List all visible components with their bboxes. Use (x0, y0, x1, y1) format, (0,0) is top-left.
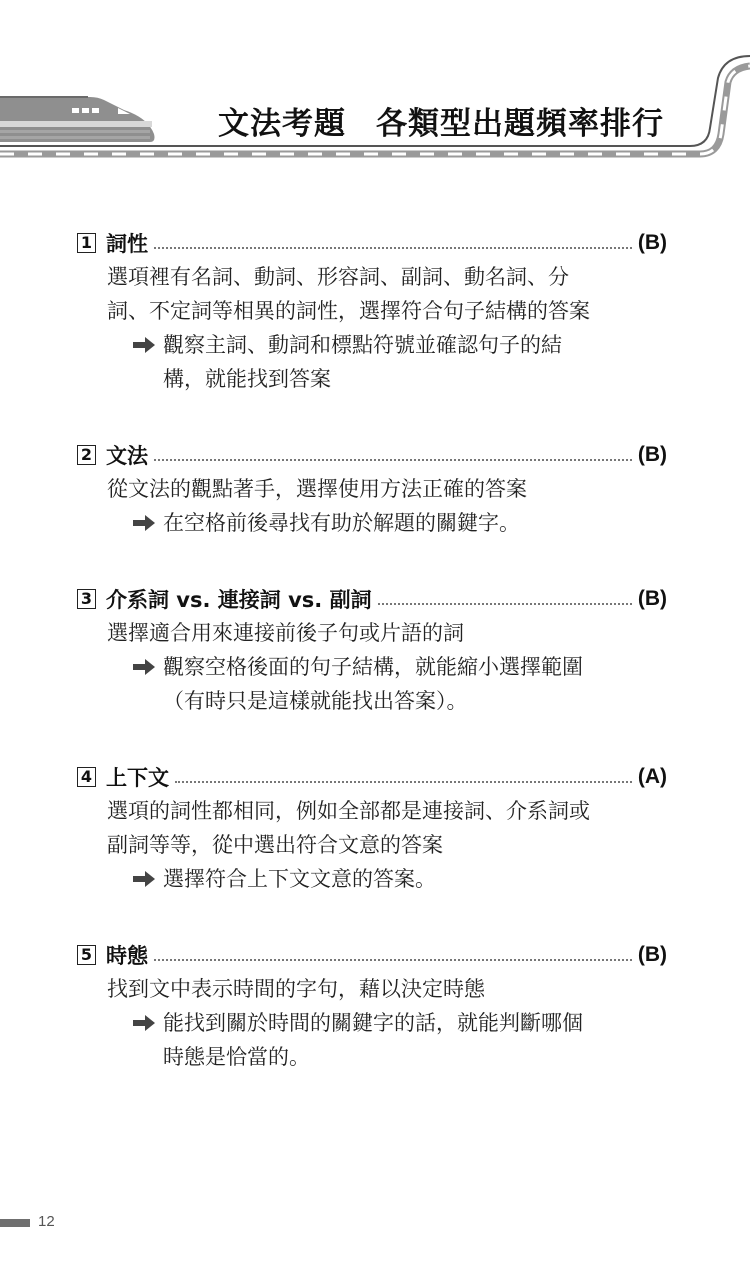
tip-line: 觀察主詞、動詞和標點符號並確認句子的結 (163, 333, 562, 357)
arrow-right-icon (133, 337, 155, 353)
item-number: 4 (77, 767, 96, 787)
item-title: 詞性 (106, 232, 148, 256)
page-number: 12 (38, 1213, 55, 1230)
item-heading (77, 438, 667, 472)
item-tip (133, 650, 667, 718)
item-title: 上下文 (106, 766, 169, 790)
tip-line: 構，就能找到答案 (163, 367, 331, 391)
tip-line: 在空格前後尋找有助於解題的關鍵字。 (163, 511, 520, 535)
dot-leader (378, 603, 632, 605)
arrow-right-icon (133, 659, 155, 675)
ranking-item-4 (77, 760, 667, 896)
dot-leader (154, 959, 632, 961)
title-left: 文法考題 (218, 106, 346, 142)
description-line: 選項裡有名詞、動詞、形容詞、副詞、動名詞、分 (107, 265, 569, 289)
page-header (0, 0, 750, 180)
item-number: 5 (77, 945, 96, 965)
description-line: 選擇適合用來連接前後子句或片語的詞 (107, 621, 464, 645)
item-tip (133, 862, 667, 896)
description-line: 找到文中表示時間的字句，藉以決定時態 (107, 977, 485, 1001)
title-right: 各類型出題頻率排行 (376, 106, 664, 142)
train-icon (0, 96, 155, 142)
page-title (218, 98, 664, 143)
description-line: 選項的詞性都相同，例如全部都是連接詞、介系詞或 (107, 799, 590, 823)
tip-line: 選擇符合上下文文意的答案。 (163, 867, 436, 891)
item-number: 2 (77, 445, 96, 465)
item-tip (133, 1006, 667, 1074)
item-number: 1 (77, 233, 96, 253)
item-heading (77, 226, 667, 260)
arrow-right-icon (133, 871, 155, 887)
train-track-graphic (0, 0, 750, 180)
ranking-list (77, 226, 667, 1116)
item-description (107, 972, 667, 1006)
description-line: 詞、不定詞等相異的詞性，選擇符合句子結構的答案 (107, 299, 590, 323)
item-description (107, 616, 667, 650)
item-description (107, 472, 667, 506)
item-title: 時態 (106, 944, 148, 968)
item-description (107, 794, 667, 862)
ranking-item-2 (77, 438, 667, 540)
tip-line: 能找到關於時間的關鍵字的話，就能判斷哪個 (163, 1011, 583, 1035)
footer-bar (0, 1219, 30, 1227)
frequency-grade: (B) (637, 587, 667, 610)
item-description (107, 260, 667, 328)
item-title: 文法 (106, 444, 148, 468)
ranking-item-3 (77, 582, 667, 718)
dot-leader (175, 781, 632, 783)
item-heading (77, 582, 667, 616)
tip-line: （有時只是這樣就能找出答案）。 (163, 689, 468, 713)
ranking-item-5 (77, 938, 667, 1074)
tip-line: 時態是恰當的。 (163, 1045, 310, 1069)
frequency-grade: (A) (637, 765, 667, 788)
arrow-right-icon (133, 1015, 155, 1031)
arrow-right-icon (133, 515, 155, 531)
description-line: 從文法的觀點著手，選擇使用方法正確的答案 (107, 477, 527, 501)
dot-leader (154, 247, 632, 249)
item-heading (77, 760, 667, 794)
frequency-grade: (B) (637, 943, 667, 966)
tip-line: 觀察空格後面的句子結構，就能縮小選擇範圍 (163, 655, 583, 679)
item-tip (133, 506, 667, 540)
description-line: 副詞等等，從中選出符合文意的答案 (107, 833, 443, 857)
ranking-item-1 (77, 226, 667, 396)
item-number: 3 (77, 589, 96, 609)
item-tip (133, 328, 667, 396)
frequency-grade: (B) (637, 443, 667, 466)
dot-leader (154, 459, 632, 461)
frequency-grade: (B) (637, 231, 667, 254)
item-title: 介系詞 vs. 連接詞 vs. 副詞 (106, 588, 372, 612)
item-heading (77, 938, 667, 972)
